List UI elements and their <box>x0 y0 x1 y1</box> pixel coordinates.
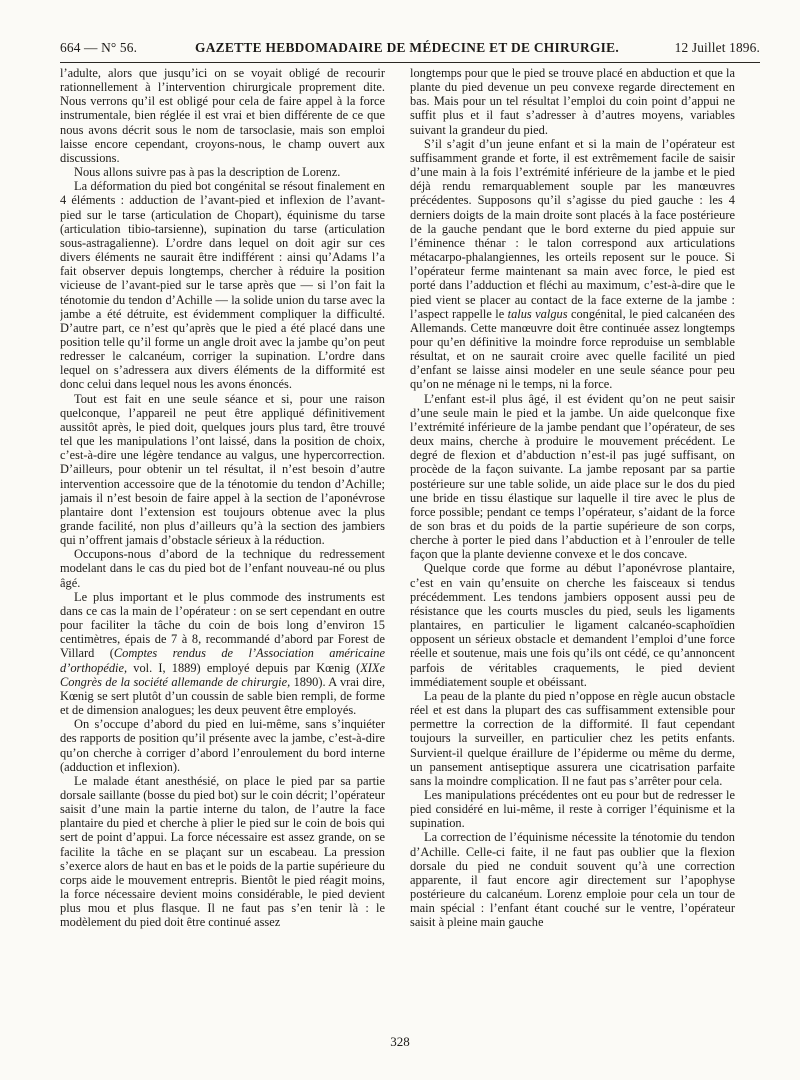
paragraph: Tout est fait en une seule séance et si, pour une raison quelconque, l’appareil ne peut être appliqué définitivement aussitôt après, le pied doit, quelques jours plus tard, être trouvé tel que les manipulations l’ont laissé, dans la position de choix, c’est-à-dire une légère tendance au valgus, une hypercorrection. D’ailleurs, pour obtenir un tel résultat, il n’est besoin d’autre intervention accessoire que de la ténotomie du tendon d’Achille; jamais il n’est besoin de faire appel à la section de l’aponévrose plantaire dont l’extension est toujours obtenue avec la plus grande facilité, non plus d’ailleurs qu’à la section des jambiers qui n’offrent jamais d’obstacle sérieux à la réduction. <box>60 391 385 548</box>
issue-date: 12 Juillet 1896. <box>674 40 760 55</box>
right-column <box>410 66 735 1024</box>
paragraph <box>60 590 385 717</box>
paragraph: La déformation du pied bot congénital se résout finalement en 4 éléments : adduction de l’avant-pied et inflexion de l’avant-pied sur le tarse (articulation de Chopart), équinisme du tarse (articulation tibio-tarsienne), supination du tarse (articulation sous-astragalienne). L’ordre dans lequel on doit agir sur ces divers éléments ne saurait être indifférent : ainsi qu’Adams l’a fait observer depuis longtemps, chercher à réduire la position vicieuse de l’avant-pied sur le tarse après que — si l’on fait la ténotomie du tendon d’Achille — la solide union du tarse avec la jambe a été détruite, est évidemment compliquer la difficulté. D’autre part, ce n’est qu’après que le pied a été placé dans une position telle qu’il forme un angle droit avec la jambe qu’on peut redresser le calcanéum, corriger la supination. L’ordre dans lequel on s’adressera aux divers éléments de la difformité est donc celui dans lequel nous les avons énoncés. <box>60 179 385 392</box>
paragraph: L’enfant est-il plus âgé, il est évident qu’on ne peut saisir d’une seule main le pied et la jambe. Un aide quelconque fixe l’extrémité inférieure de la jambe pendant que l’opérateur, de ses deux mains, cherche à produire le mouvement précédent. Le degré de flexion et d’abduction n’est-il pas jugé suffisant, on procède de la façon suivante. La jambe reposant par sa partie postérieure sur une table solide, un aide place sur le dos du pied une bride en tissu élastique sur laquelle il tire avec le plus de force possible; pendant ce temps l’opérateur, s’aidant de la force de son bras et du poids de la partie supérieure de son corps, cherche à porter le pied dans l’abduction et à l’enrouler de telle façon que la plante devienne convexe et le dos concave. <box>410 391 735 562</box>
text-run: vol. I, 1889) employé depuis par Kœnig ( <box>127 660 361 675</box>
paragraph: Les manipulations précédentes ont eu pour but de redresser le pied considéré en lui-même, il reste à corriger l’équinisme et la supination. <box>410 787 735 831</box>
text-run: congénital, le pied calcanéen des Allemands. Cette manœuvre doit être continuée assez longtemps pour qu’en définitive la moindre force reproduise un semblable résultat, et on ne saurait croire avec quelle facilité un pied d’enfant se laisse ainsi modeler en une seule séance pour peu qu’on ne ménage ni le temps, ni la force. <box>410 306 735 392</box>
paragraph: On s’occupe d’abord du pied en lui-même, sans s’inquiéter des rapports de position qu’il présente avec la jambe, c’est-à-dire qu’on cherche à corriger d’abord l’enroulement du bord interne (adduction et inflexion). <box>60 717 385 774</box>
paragraph: Quelque corde que forme au début l’aponévrose plantaire, c’est en vain qu’ensuite on cherche les faisceaux si tendus précédemment. Les tendons jambiers opposent aussi peu de résistance que les courts muscles du pied, seuls les ligaments plantaires, en particulier le ligament calcanéo-scaphoïdien opposent un sérieux obstacle et demandent l’emploi d’une force réelle et soutenue, mais une fois qu’ils ont cédé, ce qu’annoncent parfois de véritables craquements, le pied devient immédiatement souple et obéissant. <box>410 561 735 689</box>
term-talus-valgus: talus valgus <box>507 306 568 321</box>
text-run: Le plus important et le plus commode des instruments est dans ce cas la main de l’opérateur : on se sert cependant en outre pour faciliter la tâche du coin de bois long d’environ 15 centimètres, épais de 7 à 8, recommandé d’abord par Forest de Villard ( <box>60 589 385 661</box>
text-run: S’il s’agit d’un jeune enfant et si la main de l’opérateur est suffisamment grande et forte, il est extrêmement facile de saisir d’une main à la fois l’extrémité inférieure de la jambe et le pied déjà rendu remarquablement souple par les manœuvres précédentes. Supposons qu’il s’agisse du pied gauche : les 4 derniers doigts de la main droite sont placés à la face postérieure de la gauche pendant que le bord externe du pied appuie sur l’éminence thénar : le talon correspond aux articulations métacarpo-phalangiennes, les orteils reposent sur le pouce. Si l’opérateur ferme maintenant sa main avec force, le pied est porté dans l’adduction et fléchi au maximum, c’est-à-dire que le pied vient se placer au contact de la face externe de la jambe : l’aspect rappelle le <box>410 136 735 321</box>
paragraph: longtemps pour que le pied se trouve placé en abduction et que la plante du pied devenue un peu convexe regarde directement en bas. Mais pour un tel résultat l’emploi du coin point d’appui ne suffit plus et il faut s’adresser à d’autres moyens, variables suivant la grandeur du pied. <box>410 66 735 137</box>
citation-title: XIXe Congrès de la société allemande de chirurgie, <box>60 660 385 689</box>
journal-title: GAZETTE HEBDOMADAIRE DE MÉDECINE ET DE CHIRURGIE. <box>195 40 620 55</box>
left-column <box>60 66 385 1024</box>
paragraph: La peau de la plante du pied n’oppose en règle aucun obstacle réel et est dans la plupart des cas suffisamment extensible pour permettre la correction de la difformité. Il faut cependant toujours la surveiller, en particulier chez les petits enfants. Survient-il quelque éraillure de l’épiderme ou même du derme, un pansement antiseptique assurera une cicatrisation parfaite sans la moindre complication. Il ne faut pas s’arrêter pour cela. <box>410 688 735 788</box>
text-run: 1890). A vrai dire, Kœnig se sert plutôt d’un coussin de sable bien rempli, de forme et de dimension analogues; les deux peuvent être employés. <box>60 674 385 718</box>
running-header <box>60 38 760 60</box>
paragraph: l’adulte, alors que jusqu’ici on se voyait obligé de recourir rationnellement à l’intervention chirurgicale proprement dite. Nous verrons qu’il est obligé pour cela de faire appel à la force instrumentale, bien réglée il est vrai et bien différente de ce que nous avons décrit sous le nom de tarsoclasie, mais son emploi laisse encore cependant, croyons-nous, le champ ouvert aux discussions. <box>60 66 385 165</box>
paragraph: La correction de l’équinisme nécessite la ténotomie du tendon d’Achille. Celle-ci faite, il ne faut pas oublier que la flexion dorsale du pied ne conduit souvent qu’à une correction apparente, il faut encore agir directement sur l’apophyse postérieure du calcanéum. Lorenz emploie pour cela un tour de main spécial : l’enfant étant couché sur le ventre, l’opérateur saisit à pleine main gauche <box>410 830 735 930</box>
paragraph <box>410 137 735 392</box>
paragraph: Nous allons suivre pas à pas la description de Lorenz. <box>74 165 341 180</box>
header-rule <box>60 62 760 63</box>
page-number-issue: 664 — N° 56. <box>60 40 138 55</box>
paragraph: Le malade étant anesthésié, on place le pied par sa partie dorsale saillante (bosse du pied bot) sur le coin décrit; l’opérateur saisit d’une main la partie interne du talon, de l’autre la face plantaire du pied et cherche à plier le pied sur le coin de bois qui sert de point d’appui. La force nécessaire est assez grande, on se facilite la tâche en se plaçant sur un escabeau. La pression s’exerce alors de haut en bas et le poids de la partie supérieure du corps aide le mouvement entrepris. Bientôt le pied réagit moins, la force nécessaire devient moins considérable, le pied devient plus mou et plus flasque. Il ne faut pas s’en tenir là : le modèlement du pied doit être continué assez <box>60 773 385 930</box>
folio-page-number: 328 <box>390 1034 410 1049</box>
paragraph: Occupons-nous d’abord de la technique du redressement modelant dans le cas du pied bot de l’enfant nouveau-né ou plus âgé. <box>60 547 385 590</box>
citation-title: Comptes rendus de l’Association américaine d’orthopédie, <box>60 646 385 675</box>
